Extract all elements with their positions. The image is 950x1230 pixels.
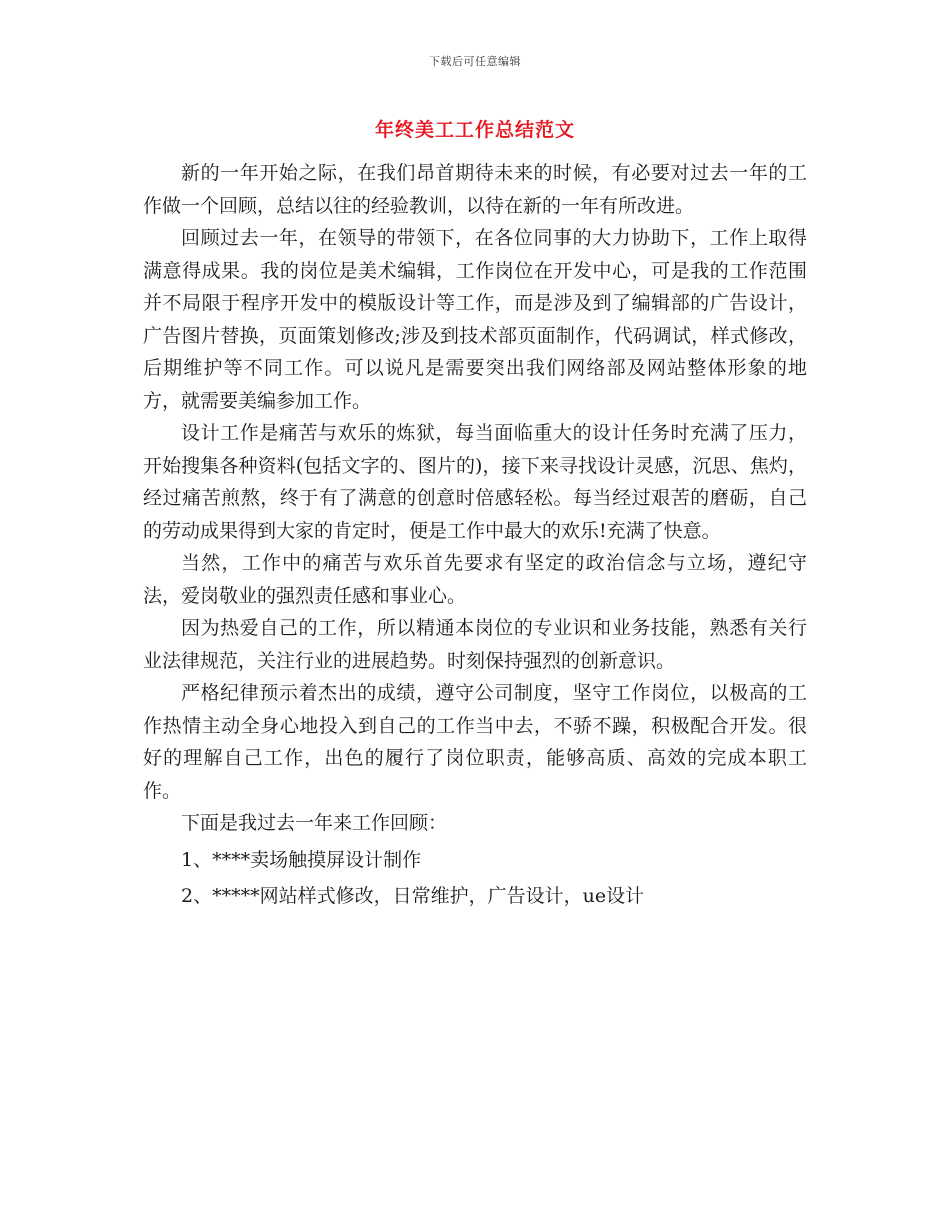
paragraph-design-work: 设计工作是痛苦与欢乐的炼狱，每当面临重大的设计任务时充满了压力，开始搜集各种资料(包括文字的、图片的)，接下来寻找设计灵感，沉思、焦灼，经过痛苦煎熬，终于有了满意的创意时倍感轻松。每当经过艰苦的磨砺，自己的劳动成果得到大家的肯定时，便是工作中最大的欢乐!充满了快意。 (143, 422, 807, 542)
paragraph-political-belief: 当然，工作中的痛苦与欢乐首先要求有坚定的政治信念与立场，遵纪守法，爱岗敬业的强烈责任感和事业心。 (143, 552, 807, 607)
document-body (143, 157, 807, 913)
list-item: 2、*****网站样式修改，日常维护，广告设计，ue设计 (181, 885, 645, 907)
paragraph-professional-skill: 因为热爱自己的工作，所以精通本岗位的专业识和业务技能，熟悉有关行业法律规范，关注行业的进展趋势。时刻保持强烈的创新意识。 (143, 617, 807, 672)
header-note: 下载后可任意编辑 (429, 55, 521, 68)
paragraph-discipline: 严格纪律预示着杰出的成绩，遵守公司制度，坚守工作岗位，以极高的工作热情主动全身心地投入到自己的工作当中去，不骄不躁，积极配合开发。很好的理解自己工作，出色的履行了岗位职责，能够高质、高效的完成本职工作。 (143, 682, 807, 802)
paragraph-intro: 新的一年开始之际，在我们昂首期待未来的时候，有必要对过去一年的工作做一个回顾，总结以往的经验教训，以待在新的一年有所改进。 (143, 162, 807, 217)
paragraph-review-intro: 下面是我过去一年来工作回顾： (181, 812, 448, 834)
list-item: 1、****卖场触摸屏设计制作 (181, 848, 422, 871)
document-title: 年终美工工作总结范文 (374, 119, 575, 141)
paragraph-review: 回顾过去一年，在领导的带领下，在各位同事的大力协助下，工作上取得满意得成果。我的岗位是美术编辑，工作岗位在开发中心，可是我的工作范围并不局限于程序开发中的模版设计等工作，而是涉及到了编辑部的广告设计，广告图片替换，页面策划修改;涉及到技术部页面制作，代码调试，样式修改，后期维护等不同工作。可以说凡是需要突出我们网络部及网站整体形象的地方，就需要美编参加工作。 (143, 227, 807, 412)
